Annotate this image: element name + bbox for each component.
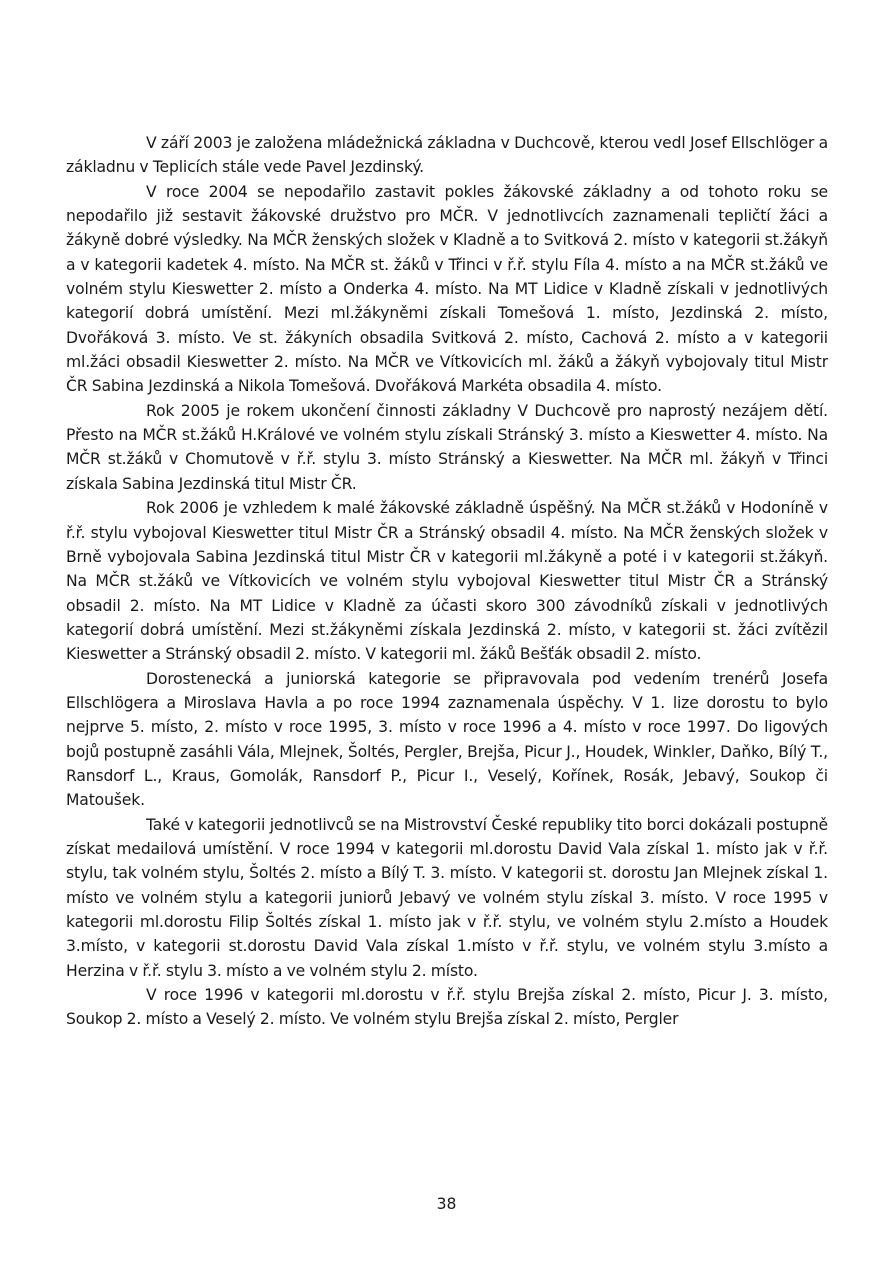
paragraph-2006: Rok 2006 je vzhledem k malé žákovské základně úspěšný. Na MČR st.žáků v Hodoníně v ř.ř. stylu vybojoval Kieswetter titul Mistr ČR a Stránský obsadil 4. místo. Na MČR ženských složek v Brně vybojovala Sabina Jezdinská titul Mistr ČR v kategorii ml.žákyně a poté i v kategorii st.žákyň. Na MČR st.žáků ve Vítkovicích ve volném stylu vybojoval Kieswetter titul Mistr ČR a Stránský obsadil 2. místo. Na MT Lidice v Kladně za účasti skoro 300 závodníků získali v jednotlivých kategorií dobrá umístění. Mezi st.žákyněmi získala Jezdinská 2. místo, v kategorii st. žáci zvítězil Kieswetter a Stránský obsadil 2. místo. V kategorii ml. žáků Bešťák obsadil 2. místo. xyxy=(66,499,828,664)
paragraph-2004: V roce 2004 se nepodařilo zastavit pokles žákovské základny a od tohoto roku se nepodařilo již sestavit žákovské družstvo pro MČR. V jednotlivcích zaznamenali tepličtí žáci a žákyně dobré výsledky. Na MČR ženských složek v Kladně a to Svitková 2. místo v kategorii st.žákyň a v kategorii kadetek 4. místo. Na MČR st. žáků v Třinci v ř.ř. stylu Fíla 4. místo a na MČR st.žáků ve volném stylu Kieswetter 2. místo a Onderka 4. místo. Na MT Lidice v Kladně získali v jednotlivých kategorií dobrá umístění. Mezi ml.žákyněmi získali Tomešová 1. místo, Jezdinská 2. místo, Dvořáková 3. místo. Ve st. žákyních obsadila Svitková 2. místo, Cachová 2. místo a v kategorii ml.žáci obsadil Kieswetter 2. místo. Na MČR ve Vítkovicích ml. žáků a žákyň vybojovaly titul Mistr ČR Sabina Jezdinská a Nikola Tomešová. Dvořáková Markéta obsadila 4. místo. xyxy=(66,182,828,396)
body-text xyxy=(66,131,828,1032)
paragraph-jednotlivci: Také v kategorii jednotlivců se na Mistrovství České republiky tito borci dokázali postupně získat medailová umístění. V roce 1994 v kategorii ml.dorostu David Vala získal 1. místo jak v ř.ř. stylu, tak volném stylu, Šoltés 2. místo a Bílý T. 3. místo. V kategorii st. dorostu Jan Mlejnek získal 1. místo ve volném stylu a kategorii juniorů Jebavý ve volném stylu získal 3. místo. V roce 1995 v kategorii ml.dorostu Filip Šoltés získal 1. místo jak v ř.ř. stylu, ve volném stylu 2.místo a Houdek 3.místo, v kategorii st.dorostu David Vala získal 1.místo v ř.ř. stylu, ve volném stylu 3.místo a Herzina v ř.ř. stylu 3. místo a ve volném stylu 2. místo. xyxy=(66,815,828,980)
paragraph-1996: V roce 1996 v kategorii ml.dorostu v ř.ř. stylu Brejša získal 2. místo, Picur J. 3. místo, Soukop 2. místo a Veselý 2. místo. Ve volném stylu Brejša získal 2. místo, Pergler xyxy=(66,986,828,1029)
paragraph-2003: V září 2003 je založena mládežnická základna v Duchcově, kterou vedl Josef Ellschlöger a základnu v Teplicích stále vede Pavel Jezdinský. xyxy=(66,134,828,177)
paragraph-dorost: Dorostenecká a juniorská kategorie se připravovala pod vedením trenérů Josefa Ellschlögera a Miroslava Havla a po roce 1994 zaznamenala úspěchy. V 1. lize dorostu to bylo nejprve 5. místo, 2. místo v roce 1995, 3. místo v roce 1996 a 4. místo v roce 1997. Do ligových bojů postupně zasáhli Vála, Mlejnek, Šoltés, Pergler, Brejša, Picur J., Houdek, Winkler, Daňko, Bílý T., Ransdorf L., Kraus, Gomolák, Ransdorf P., Picur I., Veselý, Kořínek, Rosák, Jebavý, Soukop či Matoušek. xyxy=(66,669,828,810)
page-number: 38 xyxy=(436,1195,457,1213)
paragraph-2005: Rok 2005 je rokem ukončení činnosti základny V Duchcově pro naprostý nezájem dětí. Přesto na MČR st.žáků H.Králové ve volném stylu získali Stránský 3. místo a Kieswetter 4. místo. Na MČR st.žáků v Chomutově v ř.ř. stylu 3. místo Stránský a Kieswetter. Na MČR ml. žákyň v Třinci získala Sabina Jezdinská titul Mistr ČR. xyxy=(66,401,828,493)
